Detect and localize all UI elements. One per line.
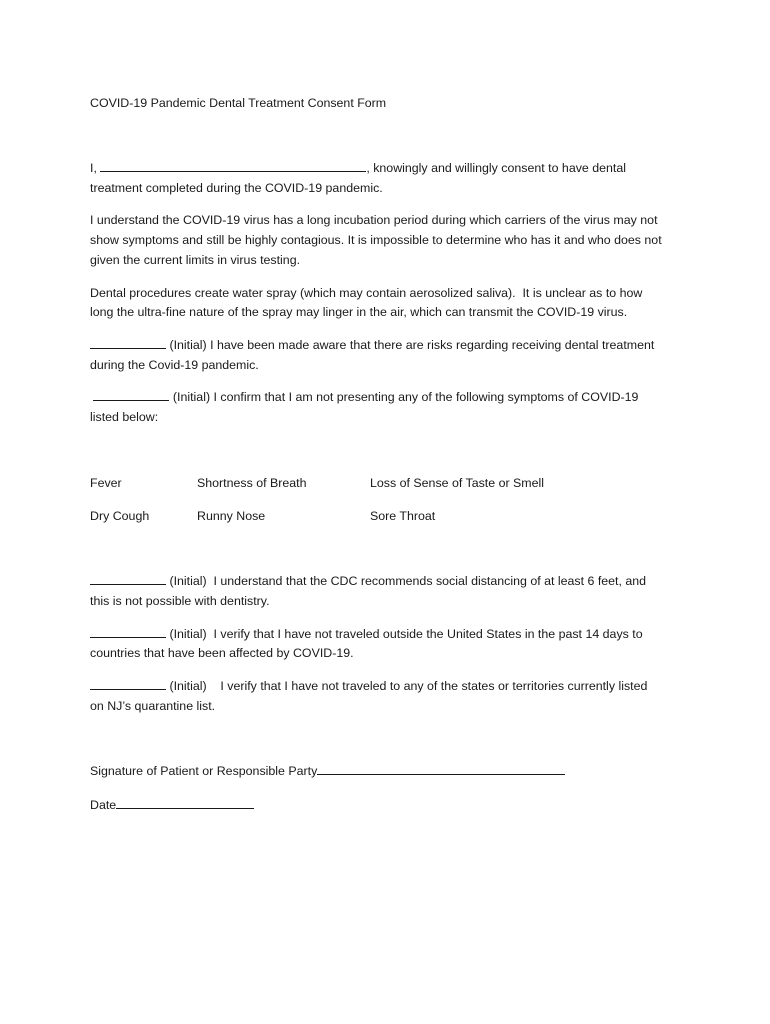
symptom-fever: Fever [90,476,122,490]
signature-label: Signature of Patient or Responsible Party [90,764,318,778]
symptom-sore-throat: Sore Throat [370,509,436,523]
incubation-paragraph-line-3: given the current limits in virus testing. [90,253,301,267]
state-travel-statement-line-2: on NJ’s quarantine list. [90,699,216,713]
date-row [90,795,254,815]
symptoms-initial-field[interactable] [93,387,169,401]
risks-statement-line-1 [90,335,654,355]
signature-row [90,761,565,781]
incubation-paragraph-line-1: I understand the COVID-19 virus has a long incubation period during which carriers of the virus may not [90,213,658,227]
signature-field[interactable] [317,761,565,775]
risks-initial-field[interactable] [90,335,166,349]
risks-statement-line-2: during the Covid-19 pandemic. [90,358,259,372]
state-travel-statement-text: (Initial) I verify that I have not traveled to any of the states or territories currently listed [166,679,648,693]
spray-paragraph-line-1: Dental procedures create water spray (which may contain aerosolized saliva). It is unclear as to how [90,286,643,300]
consent-statement-line-2: treatment completed during the COVID-19 pandemic. [90,181,383,195]
distancing-statement-line-1 [90,571,646,591]
symptom-dry-cough: Dry Cough [90,509,150,523]
state-travel-initial-field[interactable] [90,676,166,690]
intl-travel-initial-field[interactable] [90,624,166,638]
consent-statement-line-1 [90,158,626,178]
distancing-statement-line-2: this is not possible with dentistry. [90,594,270,608]
incubation-paragraph-line-2: show symptoms and still be highly contagious. It is impossible to determine who has it and who does not [90,233,662,247]
symptoms-statement-line-2: listed below: [90,410,159,424]
date-field[interactable] [116,795,254,809]
risks-statement-text: (Initial) I have been made aware that there are risks regarding receiving dental treatment [166,338,655,352]
symptoms-statement-line-1 [90,387,638,407]
form-title: COVID-19 Pandemic Dental Treatment Consent Form [90,96,387,110]
symptom-shortness-of-breath: Shortness of Breath [197,476,307,490]
intl-travel-statement-line-2: countries that have been affected by COVID-19. [90,646,354,660]
distancing-statement-text: (Initial) I understand that the CDC recommends social distancing of at least 6 feet, and [166,574,647,588]
state-travel-statement-line-1 [90,676,647,696]
symptoms-statement-text: (Initial) I confirm that I am not presenting any of the following symptoms of COVID-19 [169,390,639,404]
distancing-initial-field[interactable] [90,571,166,585]
consent-text: , knowingly and willingly consent to have dental [366,161,626,175]
patient-name-field[interactable] [100,158,366,172]
intl-travel-statement-line-1 [90,624,643,644]
spray-paragraph-line-2: long the ultra-fine nature of the spray may linger in the air, which can transmit the COVID-19 virus. [90,305,628,319]
consent-prefix: I, [90,161,101,175]
symptom-runny-nose: Runny Nose [197,509,266,523]
intl-travel-statement-text: (Initial) I verify that I have not traveled outside the United States in the past 14 days to [166,627,643,641]
date-label: Date [90,798,117,812]
symptom-loss-of-taste-smell: Loss of Sense of Taste or Smell [370,476,545,490]
